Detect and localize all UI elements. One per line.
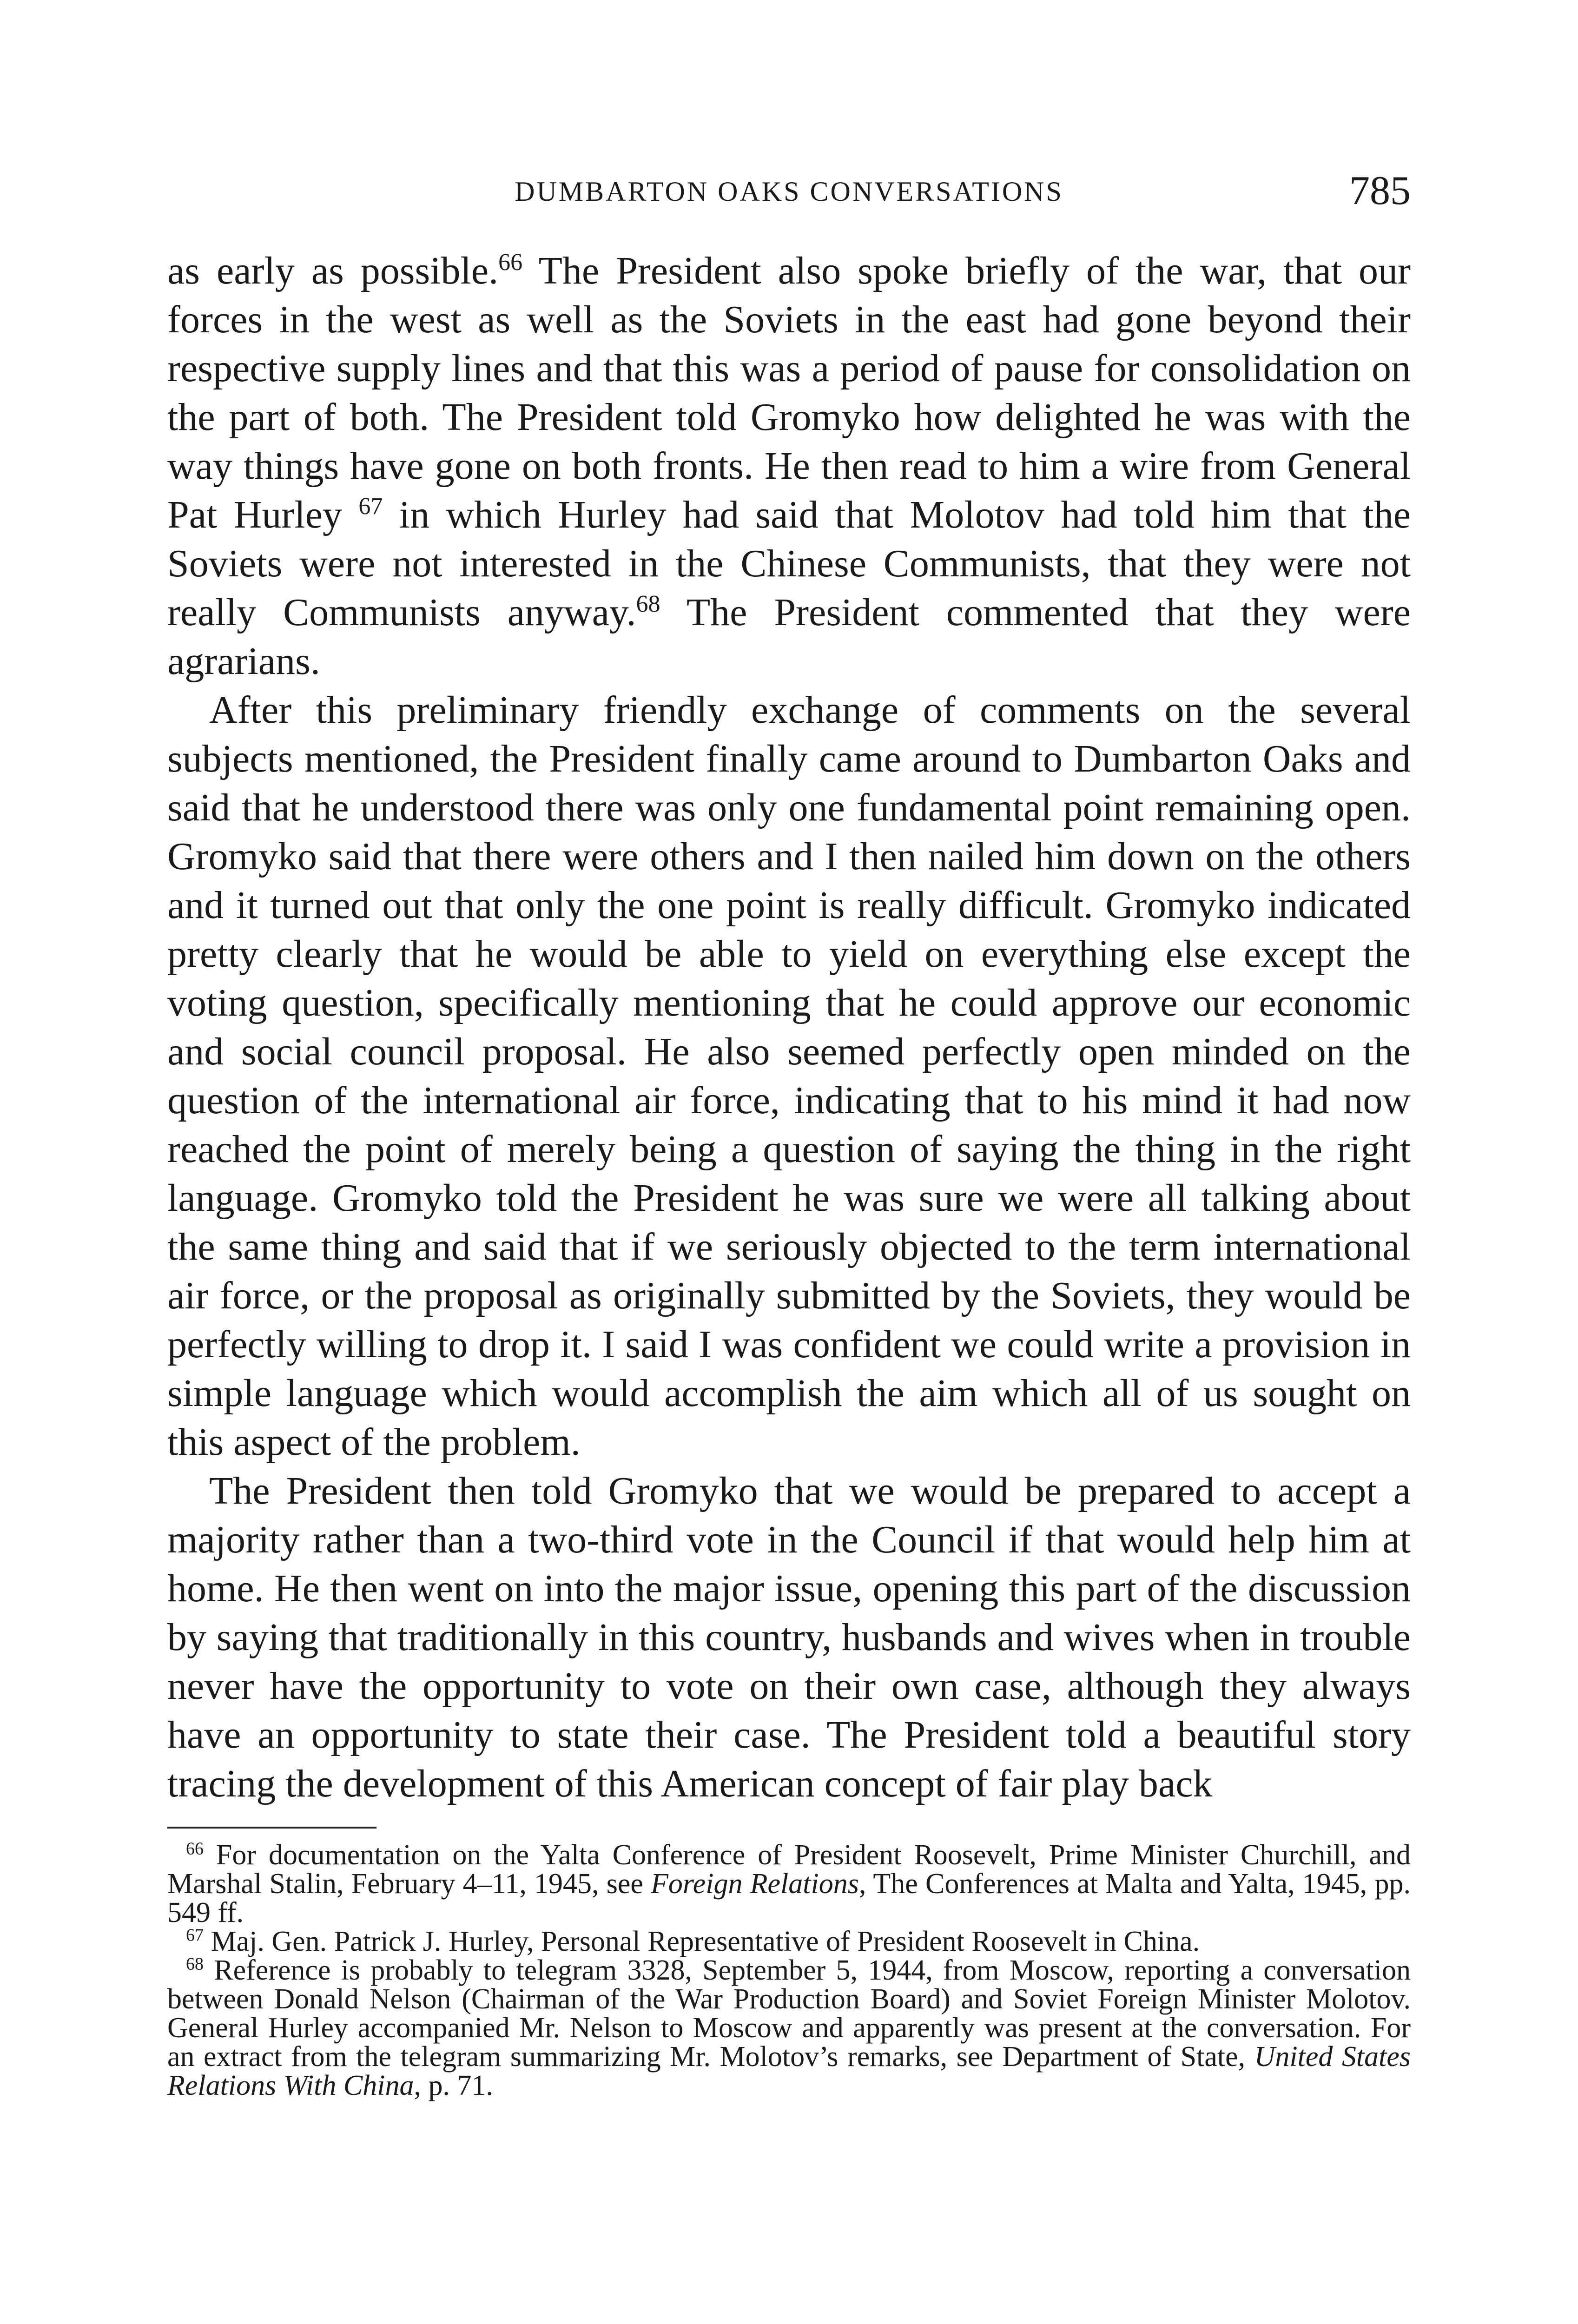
footnote-rule <box>167 1827 376 1829</box>
running-title: DUMBARTON OAKS CONVERSATIONS <box>515 176 1063 207</box>
paragraph-2: After this preliminary friendly exchange of comments on the several subjects mentioned, the President finally came around to Dumbarton Oaks and said that he understood there was only one fundamental point remaining open. Gromyko said that there were others and I then nailed him down on the others and it turned out that only the one point is really difficult. Gromyko indicated pretty clearly that he would be able to yield on everything else except the voting question, specifically mentioning that he could approve our economic and social council proposal. He also seemed perfectly open minded on the question of the international air force, indicating that to his mind it had now reached the point of merely being a question of saying the thing in the right language. Gromyko told the President he was sure we were all talking about the same thing and said that if we seriously objected to the term international air force, or the proposal as originally submitted by the Soviets, they would be perfectly willing to drop it. I said I was confident we could write a provision in simple language which would accomplish the aim which all of us sought on this aspect of the problem. <box>167 688 1411 1464</box>
document-page <box>167 167 1411 2100</box>
footnote-text: For documentation on the Yalta Conference of President Roosevelt, Prime Minister Churchill, and Marshal Stalin, February 4–11, 1945, see <box>167 1839 1411 1900</box>
paragraph-1-part-b: The President also spoke briefly of the war, that our forces in the west as well as the Soviets in the east had gone beyond their respective supply lines and that this was a period of pause for consolidation on the part of both. The President told Gromyko how delighted he was with the way things have gone on both fronts. He then read to him a wire from General Pat Hurley <box>167 249 1411 536</box>
footnote-ref-66: 66 <box>498 249 523 276</box>
footnote-italic-title: United States Relations With China <box>167 2041 1411 2101</box>
footnote-italic-title: Foreign Relations <box>651 1868 859 1900</box>
paragraph-1-part-a: as early as possible. <box>167 249 499 292</box>
footnote-ref-67: 67 <box>358 493 383 520</box>
paragraph-3: The President then told Gromyko that we would be prepared to accept a majority rather than a two-third vote in the Council if that would help him at home. He then went on into the major issue, opening this part of the discussion by saying that traditionally in this country, husbands and wives when in trouble never have the opportunity to vote on their own case, although they always have an opportunity to state their case. The President told a beautiful story tracing the development of this American concept of fair play back <box>167 1469 1411 1805</box>
footnote-marker: 68 <box>186 1954 204 1974</box>
footnote-66 <box>167 1841 1411 1927</box>
footnote-text-end: , The Conferences at Malta and Yalta, 1945, pp. 549 ff. <box>167 1868 1411 1928</box>
paragraph-1-part-d: The President commented that they were agrarians. <box>167 591 1411 683</box>
footnote-text: Reference is probably to telegram 3328, September 5, 1944, from Moscow, reporting a conversation between Donald Nelson (Chairman of the War Production Board) and Soviet Foreign Minister Molotov. General Hurley accompanied Mr. Nelson to Moscow and apparently was present at the conversation. For an extract from the telegram summarizing Mr. Molotov’s remarks, see Department of State, <box>167 1954 1411 2073</box>
paragraph-1-part-c: in which Hurley had said that Molotov had told him that the Soviets were not interested in the Chinese Communists, that they were not really Communists anyway. <box>167 493 1411 634</box>
paragraph-1 <box>167 246 1411 686</box>
footnote-marker: 66 <box>186 1839 204 1859</box>
footnote-68 <box>167 1956 1411 2100</box>
running-head <box>167 167 1411 218</box>
footnote-marker: 67 <box>186 1925 204 1945</box>
footnote-ref-68: 68 <box>636 591 660 617</box>
footnote-text-end: , p. 71. <box>414 2070 493 2101</box>
footnote-67 <box>167 1927 1411 1956</box>
footnote-text: Maj. Gen. Patrick J. Hurley, Personal Representative of President Roosevelt in China. <box>204 1926 1200 1957</box>
body-text <box>167 246 1411 1808</box>
footnotes <box>167 1841 1411 2100</box>
page-number: 785 <box>1349 168 1411 213</box>
